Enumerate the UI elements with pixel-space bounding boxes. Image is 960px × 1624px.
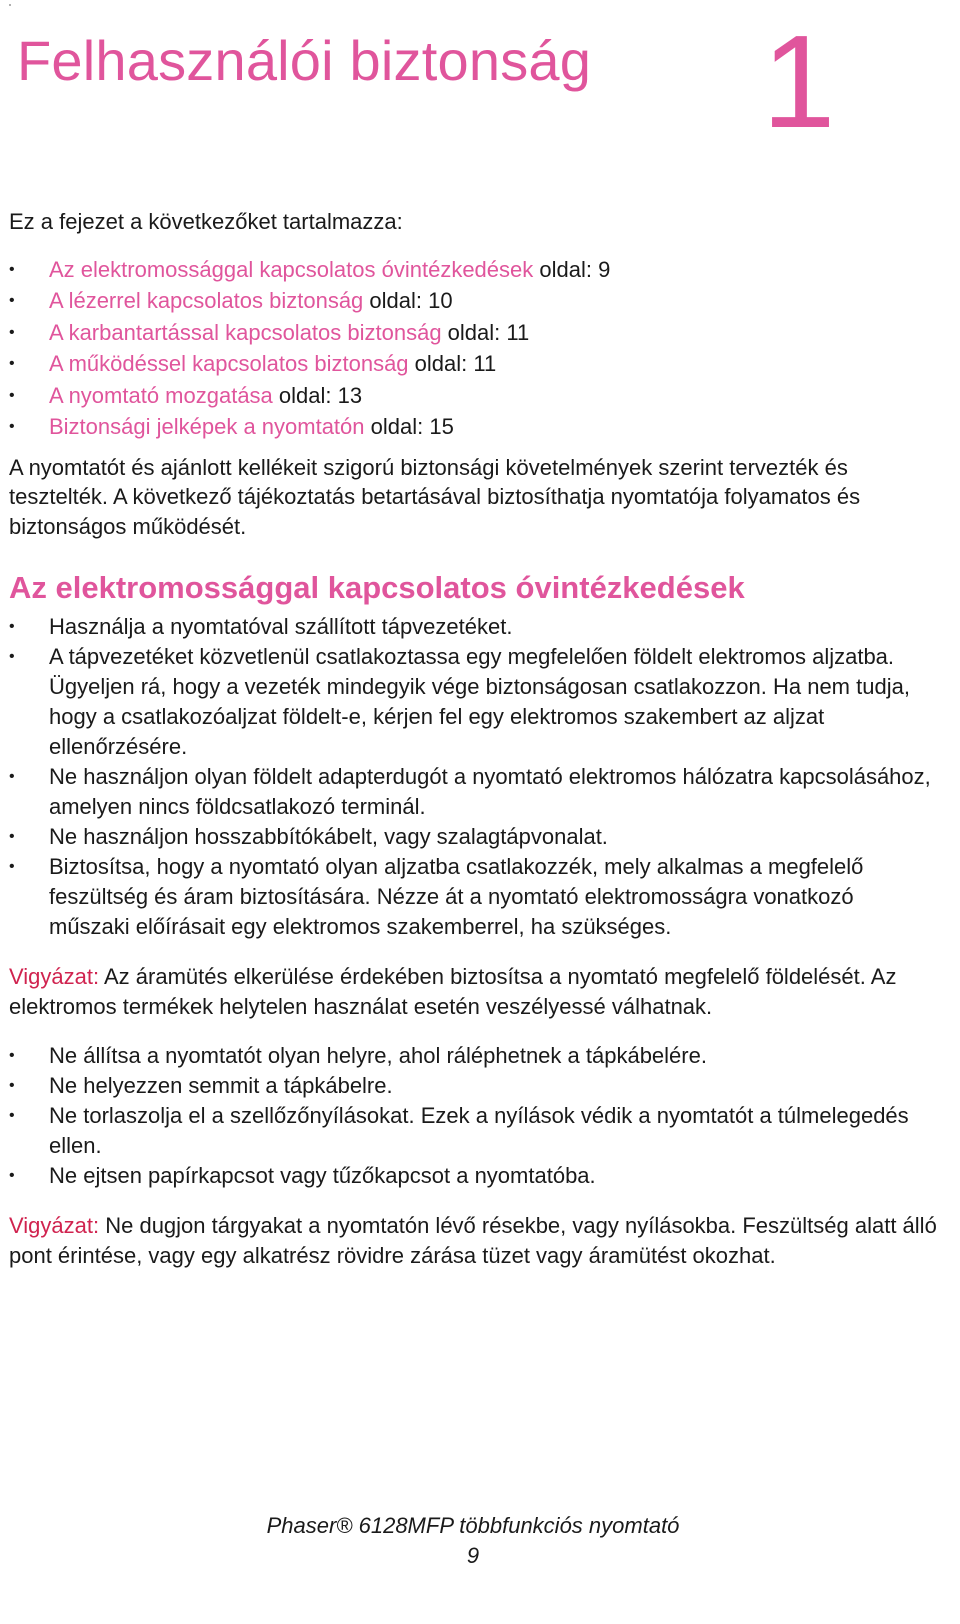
toc-item [9,285,939,317]
list-item: • Ne ejtsen papírkapcsot vagy tűzőkapcsot a nyomtatóba. [9,1161,939,1191]
footer-product-name: Phaser® 6128MFP többfunkciós nyomtató [266,1513,680,1538]
list-item: • Biztosítsa, hogy a nyomtató olyan aljzatba csatlakozzék, mely alkalmas a megfelelő feszültség és áram biztosítására. Nézze át a nyomtató elektromosságra vonatkozó műszaki előírásait egy elektromos szakemberrel, ha szükséges. [9,852,939,942]
toc-page-ref: oldal: 9 [533,256,611,282]
toc-page-ref: oldal: 13 [272,382,363,408]
toc-item [9,317,939,349]
list-item: • Ne állítsa a nyomtatót olyan helyre, ahol ráléphetnek a tápkábelére. [9,1041,939,1071]
list-item: • A tápvezetéket közvetlenül csatlakoztassa egy megfelelően földelt elektromos aljzatba. Ügyeljen rá, hogy a vezeték mindegyik vége biztonságosan csatlakozzon. Ha nem tudja, hogy a csatlakozóaljzat földelt-e, kérjen fel egy elektromos szakembert az aljzat ellenőrzésére. [9,642,939,762]
power-cord-list [9,1041,939,1191]
toc-item [9,411,939,443]
toc-page-ref: oldal: 11 [408,351,497,377]
warning-label: Vigyázat: [9,1213,100,1239]
toc-link[interactable]: Az elektromossággal kapcsolatos óvintézkedések [49,256,534,282]
intro-paragraph: A nyomtatót és ajánlott kellékeit szigorú biztonsági követelmények szerint tervezték és tesztelték. A következő tájékoztatás betartásával biztosíthatja nyomtatója folyamatos és biztonságos működését. [9,454,861,539]
chapter-title: Felhasználói biztonság [17,29,592,92]
chapter-content [9,208,939,1270]
toc-page-ref: oldal: 10 [363,288,453,314]
list-item: • Ne torlaszolja el a szellőzőnyílásokat. Ezek a nyílások védik a nyomtatót a túlmelegedés ellen. [9,1101,939,1161]
list-item: • Ne használjon hosszabbítókábelt, vagy szalagtápvonalat. [9,822,939,852]
toc-link[interactable]: Biztonsági jelképek a nyomtatón [49,414,365,440]
warning-text: Ne dugjon tárgyakat a nyomtatón lévő résekbe, vagy nyílásokba. Feszültség alatt álló pont érintése, vagy egy alkatrész rövidre zárása tüzet vagy áramütést okozhat. [9,1213,937,1268]
toc-page-ref: oldal: 15 [364,414,454,440]
toc-item [9,348,939,380]
electrical-safety-list [9,612,939,942]
list-item: • Ne helyezzen semmit a tápkábelre. [9,1071,939,1101]
section-heading: Az elektromossággal kapcsolatos óvintézkedések [9,570,745,606]
warning-note [9,1211,939,1270]
chapter-number: 1 [762,8,836,155]
page-corner-mark [9,4,11,6]
list-item: • Használja a nyomtatóval szállított tápvezetéket. [9,612,939,642]
toc-link[interactable]: A működéssel kapcsolatos biztonság [49,351,409,377]
toc-link[interactable]: A lézerrel kapcsolatos biztonság [49,288,364,314]
chapter-toc-list [9,254,939,443]
warning-note [9,962,939,1021]
list-item: • Ne használjon olyan földelt adapterdugót a nyomtató elektromos hálózatra kapcsolásához, amelyen nincs földcsatlakozó terminál. [9,762,939,822]
toc-link[interactable]: A nyomtató mozgatása [49,382,273,408]
toc-item [9,254,939,286]
footer-page-number: 9 [466,1543,480,1568]
toc-item [9,380,939,412]
toc-page-ref: oldal: 11 [441,319,530,345]
warning-text: Az áramütés elkerülése érdekében biztosítsa a nyomtató megfelelő földelését. Az elektromos termékek helytelen használat esetén veszélyessé válhatnak. [9,964,897,1019]
warning-label: Vigyázat: [9,964,100,990]
toc-link[interactable]: A karbantartással kapcsolatos biztonság [49,319,442,345]
chapter-intro: Ez a fejezet a következőket tartalmazza: [9,209,403,234]
